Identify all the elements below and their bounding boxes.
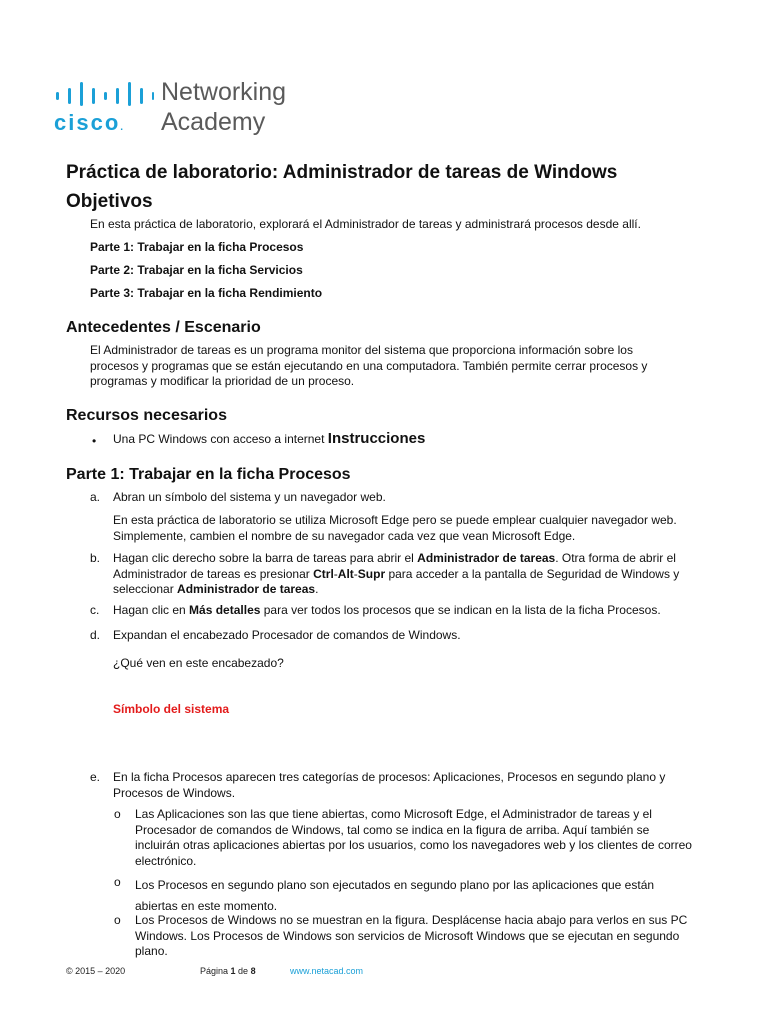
resources-item xyxy=(113,431,425,448)
logo-networking: Networking xyxy=(161,78,287,106)
cisco-bars-icon xyxy=(54,80,154,106)
resources-bullet: • xyxy=(92,434,97,448)
step-e-item-2: Los Procesos en segundo plano son ejecutados en segundo plano por las aplicaciones que están abiertas en este momento. xyxy=(135,878,655,913)
step-b-marker: b. xyxy=(90,551,101,565)
step-e-item-1: Las Aplicaciones son las que tiene abiertas, como Microsoft Edge, el Administrador de tareas y el Procesador de comandos de Windows, tal como se indica en la figura de arriba. Aquí también se incluirán otras aplicaciones abiertas por los usuarios, como los navegadores web y los clientes de correo electrónico. xyxy=(135,807,692,868)
resources-item-text: Una PC Windows con acceso a internet xyxy=(113,432,325,446)
step-d-answer: Símbolo del sistema xyxy=(113,702,230,716)
cisco-wordmark: cisco. xyxy=(54,110,124,135)
footer-page-number: Página 1 de 8 xyxy=(200,966,256,976)
step-e-bullet-2: o xyxy=(114,875,121,889)
resources-heading: Recursos necesarios xyxy=(66,407,227,424)
step-b-text: Hagan clic derecho sobre la barra de tareas para abrir el Administrador de tareas. Otra forma de abrir el Administrador de tareas es presionar Ctrl-Alt-Supr para acceder a la pantalla de Seguridad de Windows y seleccionar Administrador de tareas. xyxy=(113,551,680,596)
objective-part-2: Parte 2: Trabajar en la ficha Servicios xyxy=(90,263,303,277)
step-c-marker: c. xyxy=(90,603,100,617)
objective-part-3: Parte 3: Trabajar en la ficha Rendimiento xyxy=(90,286,323,300)
step-d-marker: d. xyxy=(90,628,101,642)
step-a-subtext: En esta práctica de laboratorio se utiliza Microsoft Edge pero se puede emplear cualquier navegador web. Simplemente, cambien el nombre de su navegador cada vez que vean Microsoft Edge. xyxy=(113,513,677,543)
step-e-marker: e. xyxy=(90,770,101,784)
page-title: Práctica de laboratorio: Administrador de tareas de Windows xyxy=(66,162,618,183)
background-text: El Administrador de tareas es un programa monitor del sistema que proporciona información sobre los procesos y programas que se están ejecutando en una computadora. También permite cerrar procesos y programas y modificar la prioridad de un proceso. xyxy=(90,343,648,388)
step-d-text: Expandan el encabezado Procesador de comandos de Windows. xyxy=(113,628,461,642)
step-e-bullet-1: o xyxy=(114,807,121,821)
step-d-question: ¿Qué ven en este encabezado? xyxy=(113,656,284,670)
objective-part-1: Parte 1: Trabajar en la ficha Procesos xyxy=(90,240,304,254)
step-a-marker: a. xyxy=(90,490,101,504)
part1-heading: Parte 1: Trabajar en la ficha Procesos xyxy=(66,466,351,483)
instructions-heading: Instrucciones xyxy=(327,430,426,447)
objectives-heading: Objetivos xyxy=(66,191,153,212)
step-e-item-3: Los Procesos de Windows no se muestran en la figura. Desplácense hacia abajo para verlos en sus PC Windows. Los Procesos de Windows son servicios de Microsoft Windows que se ejecutan en segundo plano. xyxy=(135,913,688,958)
step-c-text: Hagan clic en Más detalles para ver todos los procesos que se indican en la lista de la ficha Procesos. xyxy=(113,603,661,617)
footer-copyright: © 2015 – 2020 xyxy=(66,966,126,976)
step-e-text: En la ficha Procesos aparecen tres categorías de procesos: Aplicaciones, Procesos en segundo plano y Procesos de Windows. xyxy=(113,770,666,800)
background-heading: Antecedentes / Escenario xyxy=(66,319,261,336)
step-e-bullet-3: o xyxy=(114,913,121,927)
footer-url-link[interactable]: www.netacad.com xyxy=(290,966,364,976)
objectives-intro: En esta práctica de laboratorio, explorará el Administrador de tareas y administrará procesos desde allí. xyxy=(90,217,641,231)
logo-academy: Academy xyxy=(161,108,266,136)
step-a-text: Abran un símbolo del sistema y un navegador web. xyxy=(113,490,386,504)
